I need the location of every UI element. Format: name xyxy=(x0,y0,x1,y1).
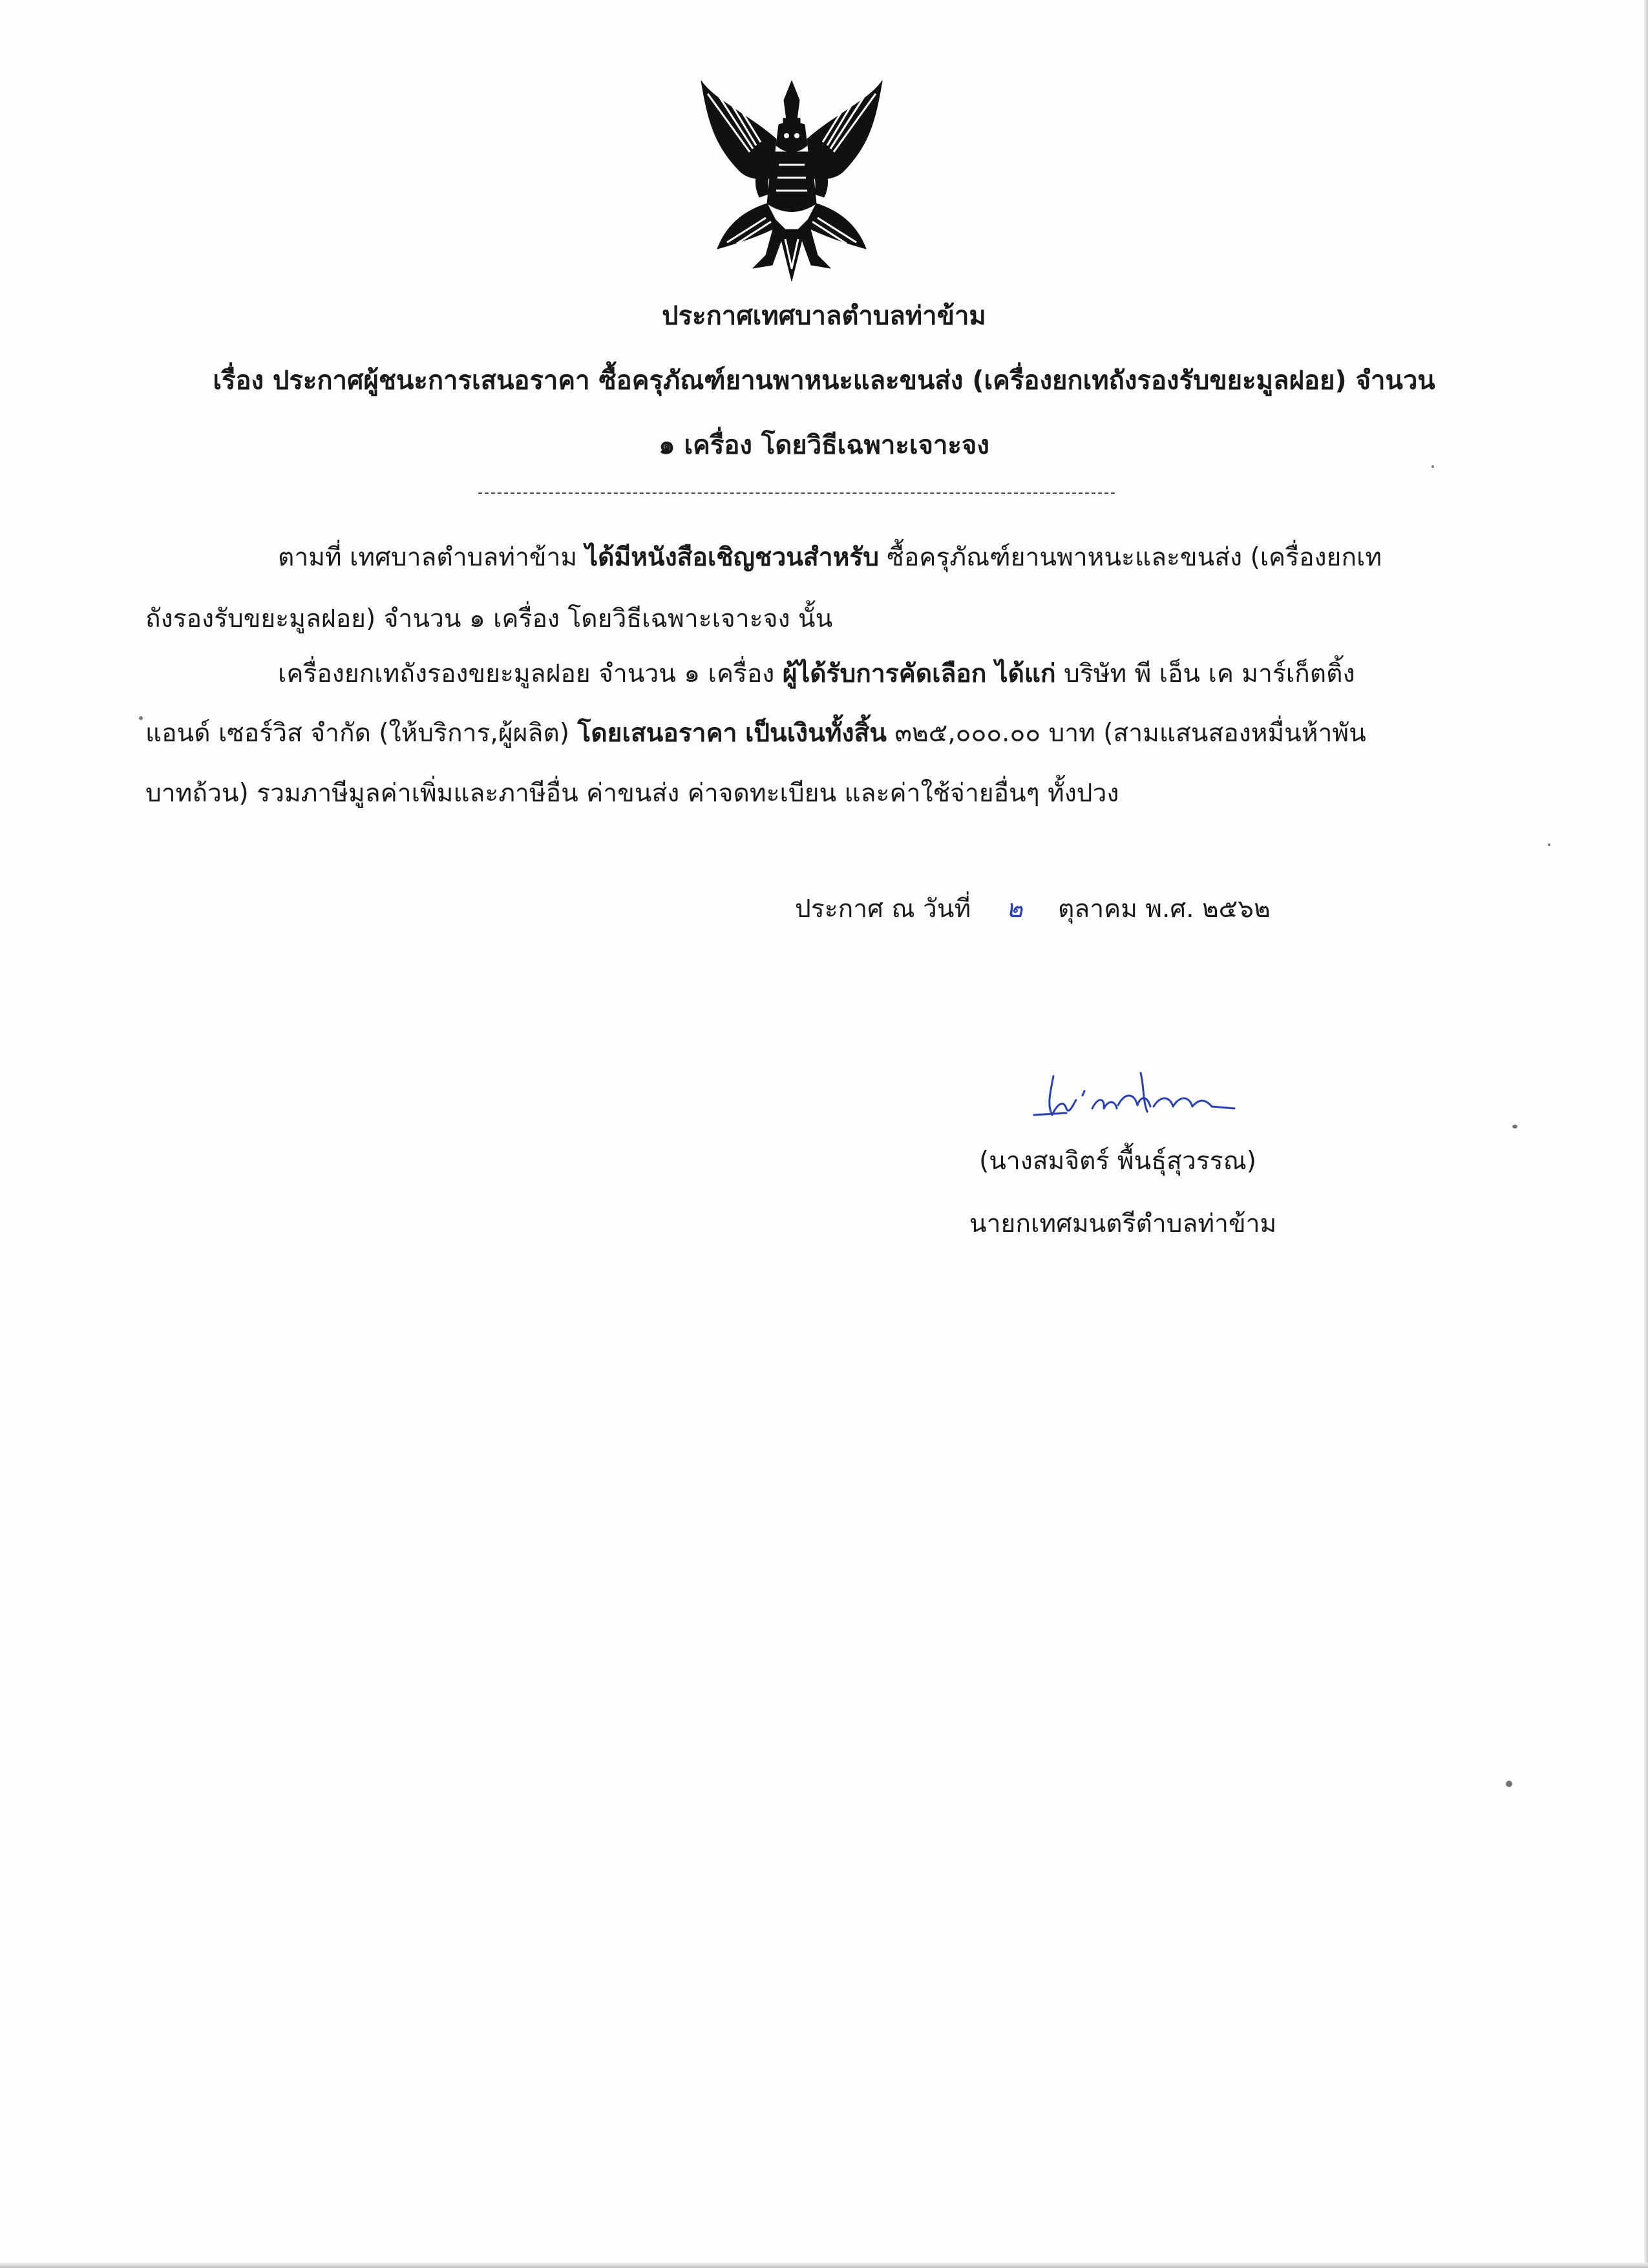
announcement-subject-line-2: ๑ เครื่อง โดยวิธีเฉพาะเจาะจง xyxy=(659,430,989,460)
garuda-emblem-icon xyxy=(688,74,895,288)
p2l2-text-start: แอนด์ เซอร์วิส จำกัด (ให้บริการ,ผู้ผลิต) xyxy=(145,719,578,748)
title-divider xyxy=(478,493,1115,494)
p2l2-text-bold-2: เป็นเงินทั้งสิ้น xyxy=(745,719,887,748)
scan-speck xyxy=(1431,465,1434,468)
scan-speck xyxy=(1506,1781,1512,1787)
date-month-year: ตุลาคม พ.ศ. ๒๕๖๒ xyxy=(1057,895,1271,924)
p1-text-bold: ได้มีหนังสือเชิญชวนสำหรับ xyxy=(585,543,880,572)
p1-text-end: ซื้อครุภัณฑ์ยานพาหนะและขนส่ง (เครื่องยกเท xyxy=(879,543,1382,572)
p2-text-bold: ผู้ได้รับการคัดเลือก ได้แก่ xyxy=(782,659,1056,688)
scan-edge-bottom xyxy=(0,2263,1648,2268)
signer-name: (นางสมจิตร์ พื้นธุ์สุวรรณ) xyxy=(979,1147,1257,1176)
p2l2-text-bold-1: โดยเสนอราคา xyxy=(577,719,737,748)
announcement-organization: ประกาศเทศบาลตำบลท่าข้าม xyxy=(662,301,986,331)
announcement-date xyxy=(795,889,1271,929)
paragraph-1-line-1 xyxy=(278,543,1441,573)
paragraph-2-line-2 xyxy=(145,719,1444,749)
paragraph-2-line-3: บาทถ้วน) รวมภาษีมูลค่าเพิ่มและภาษีอื่น ค่าขนส่ง ค่าจดทะเบียน และค่าใช้จ่ายอื่นๆ ทั้งปวง xyxy=(145,779,1119,808)
scan-speck xyxy=(1548,843,1550,846)
p2l2-text-mid xyxy=(737,719,745,748)
scan-speck xyxy=(1512,1125,1517,1129)
signer-position: นายกเทศมนตรีตำบลท่าข้าม xyxy=(969,1209,1277,1238)
handwritten-signature-icon xyxy=(1028,1060,1247,1131)
paragraph-2-line-1 xyxy=(278,659,1441,690)
date-day-handwritten: ๒ xyxy=(1006,895,1023,924)
p2l2-text-end: ๓๒๕,๐๐๐.๐๐ บาท (สามแสนสองหมื่นห้าพัน xyxy=(886,719,1366,748)
p1-text-start: ตามที่ เทศบาลตำบลท่าข้าม xyxy=(278,543,586,572)
scan-edge-right xyxy=(1644,0,1648,2268)
announcement-subject-line-1: เรื่อง ประกาศผู้ชนะการเสนอราคา ซื้อครุภัณฑ์ยานพาหนะและขนส่ง (เครื่องยกเทถังรองรับขยะมูลฝอย) จำนวน xyxy=(213,366,1435,396)
paragraph-1-line-2: ถังรองรับขยะมูลฝอย) จำนวน ๑ เครื่อง โดยวิธีเฉพาะเจาะจง นั้น xyxy=(145,604,833,633)
p2-text-start: เครื่องยกเทถังรองขยะมูลฝอย จำนวน ๑ เครื่อง xyxy=(278,659,783,688)
scan-speck xyxy=(139,716,143,720)
date-prefix: ประกาศ ณ วันที่ xyxy=(795,895,971,924)
p2-text-end: บริษัท พี เอ็น เค มาร์เก็ตติ้ง xyxy=(1055,659,1355,688)
